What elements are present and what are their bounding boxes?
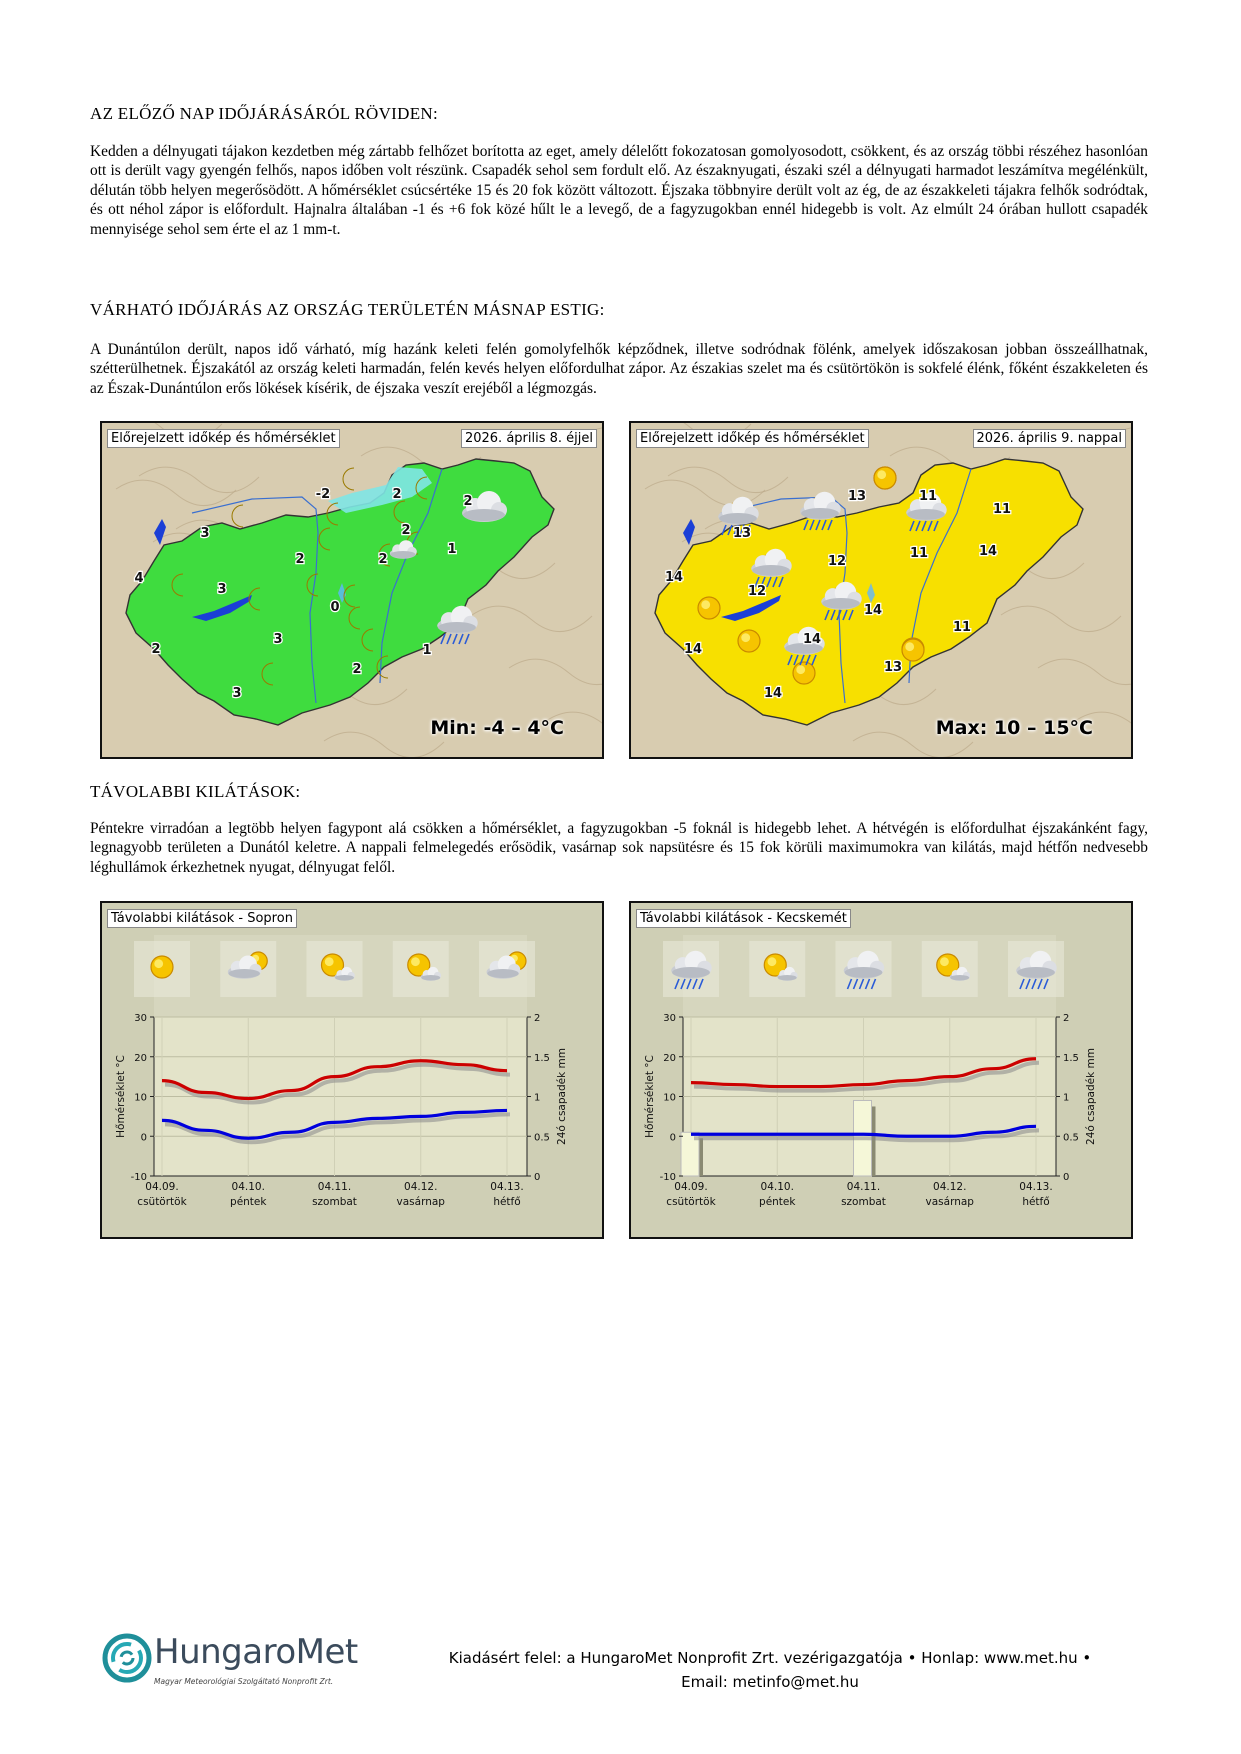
y2-tick-label: 0 [1063,1172,1070,1183]
map-temp-label: 14 [802,632,822,647]
map-temp-label: 12 [827,554,847,569]
y2-tick-label: 2 [534,1013,541,1024]
chart-kecskemet-title: Távolabbi kilátások - Kecskemét [636,909,851,928]
sun-icon [902,639,924,661]
y-tick-label: 10 [134,1092,147,1104]
map-temp-label: 14 [763,686,783,701]
map-temp-label: 1 [422,643,432,658]
y2-tick-label: 1 [534,1092,541,1104]
section-title-outlook: TÁVOLABBI KILÁTÁSOK: [90,782,301,801]
logo-swirl-icon [102,1630,152,1690]
x-date-label: 04.10. [231,1181,265,1193]
previous-day-paragraph: Kedden a délnyugati tájakon kezdetben még zártabb felhőzet borította az eget, amely délelőtt fokozatosan gomolyosodott, csökkent, és az ország többi részéhez hasonlóan ott is derült vagy gyengén felhős, napos időben volt részünk. Csapadék sehol sem fordult elő. Az északnyugati, északi szél a délnyugati harmadot leszámítva megélénkült, délután több helyen megerősödött. A hőmérséklet csúcsértéke 15 és 20 fok között változott. Éjszaka többnyire derült volt az ég, de az északkeleti tájakra felhők sodródtak, és ott néhol zápor is előfordult. Hajnalra általában -1 és +6 fok közé hűlt le a levegő, de a fagyzugokban ennél hidegebb is volt. Az elmúlt 24 órában hullott csapadék mennyisége sehol sem érte el az 1 mm-t. [90,143,1148,238]
y2-axis-label: 24ó csapadék mm [1085,1048,1097,1145]
forecast-map-night [100,421,604,759]
map-temp-label: 2 [401,523,411,538]
sun-icon [151,956,173,978]
map-temp-label: 3 [273,632,283,647]
map-day-max: Max: 10 – 15°C [935,717,1093,739]
x-day-label: péntek [230,1196,267,1208]
outlook-chart-sopron [100,901,604,1239]
map-temp-label: 11 [952,620,972,635]
x-day-label: vasárnap [396,1196,445,1208]
y-axis-label: Hőmérséklet °C [644,1055,656,1138]
outlook-chart-kecskemet [629,901,1133,1239]
x-date-label: 04.13. [1019,1181,1053,1193]
x-date-label: 04.12. [933,1181,967,1193]
x-day-label: hétfő [1022,1196,1050,1208]
y-tick-label: -10 [659,1172,676,1183]
y-tick-label: 10 [663,1092,676,1104]
x-day-label: vasárnap [925,1196,974,1208]
map-temp-label: 0 [330,600,340,615]
x-day-label: szombat [312,1196,357,1208]
y2-tick-label: 0.5 [534,1132,550,1144]
forecast-paragraph: A Dunántúlon derült, napos idő várható, míg hazánk keleti felén gomolyfelhők képződnek, illetve sodródnak fölénk, amelyek időszakosan jobban összeállhatnak, szétterülhetnek. Éjszakától az ország keleti harmadán, felén kevés helyen előfordulhat zápor. Az északias szelet ma és csütörtökön is sokfelé élénk, főként északkeleten és az Észak-Dunántúlon erős lökések kísérik, de éjszaka veszít erejéből a légmozgás. [90,341,1148,397]
map-day-svg [631,423,1133,759]
map-night-svg [102,423,604,759]
map-day-date: 2026. április 9. nappal [973,429,1126,448]
footer-line-2: Email: metinfo@met.hu [681,1673,859,1691]
y-tick-label: 20 [663,1052,676,1064]
logo-subtitle: Magyar Meteorológiai Szolgáltató Nonprofit Zrt. [154,1677,334,1686]
y-axis-label: Hőmérséklet °C [115,1055,127,1138]
map-temp-label: 14 [664,570,684,585]
y-tick-label: 30 [134,1013,147,1024]
y-tick-label: 0 [669,1132,676,1144]
map-temp-label: 14 [863,603,883,618]
x-day-label: szombat [841,1196,886,1208]
section-title-previous-day: AZ ELŐZŐ NAP IDŐJÁRÁSÁRÓL RÖVIDEN: [90,104,438,123]
map-temp-label: 13 [883,660,903,675]
y2-tick-label: 1.5 [1063,1052,1079,1064]
y2-tick-label: 1 [1063,1092,1070,1104]
x-date-label: 04.13. [490,1181,524,1193]
x-day-label: hétfő [493,1196,521,1208]
map-temp-label: 14 [978,544,998,559]
map-temp-label: 1 [447,542,457,557]
footer-info [400,1646,1140,1694]
x-day-label: csütörtök [666,1196,716,1208]
sun-icon [738,630,760,652]
map-temp-label: 3 [200,526,210,541]
x-date-label: 04.12. [404,1181,438,1193]
forecast-map-day [629,421,1133,759]
map-temp-label: 3 [232,686,242,701]
x-date-label: 04.09. [145,1181,179,1193]
map-temp-label: 12 [747,584,767,599]
footer-line-1: Kiadásért felel: a HungaroMet Nonprofit Zrt. vezérigazgatója • Honlap: www.met.hu • [448,1649,1092,1667]
y2-tick-label: 1.5 [534,1052,550,1064]
logo-name: HungaroMet [154,1632,358,1672]
y2-axis-label: 24ó csapadék mm [556,1048,568,1145]
sun-icon [793,662,815,684]
y2-tick-label: 0 [534,1172,541,1183]
x-date-label: 04.11. [317,1181,352,1193]
sun-icon [874,467,896,489]
map-night-label: Előrejelzett időkép és hőmérséklet [107,429,340,448]
x-day-label: csütörtök [137,1196,187,1208]
map-day-label: Előrejelzett időkép és hőmérséklet [636,429,869,448]
map-temp-label: 2 [151,642,161,657]
x-day-label: péntek [759,1196,796,1208]
map-temp-label: 11 [992,502,1012,517]
map-temp-label: 3 [217,582,227,597]
hungaromet-logo [102,1628,362,1702]
map-temp-label: 2 [295,552,305,567]
map-temp-label: 2 [352,662,362,677]
y-tick-label: 30 [663,1013,676,1024]
map-temp-label: 2 [378,552,388,567]
map-night-min: Min: -4 – 4°C [430,717,564,739]
outlook-paragraph: Péntekre virradóan a legtöbb helyen fagypont alá csökken a hőmérséklet, a fagyzugokban -5 foknál is hidegebb lehet. A hétvégén is előfordulhat éjszakánként fagy, legnagyobb területen a Dunától keletre. A nappali felmelegedés erősödik, vasárnap sok napsütésre és 15 fok körüli maximumokra van kilátás, majd hétfőn nedvesebb léghullámok érkezhetnek nyugat, délnyugat felől. [90,820,1148,876]
x-date-label: 04.11. [846,1181,881,1193]
map-temp-label: 4 [134,571,144,586]
map-temp-label: 2 [392,487,402,502]
map-temp-label: 13 [732,526,752,541]
map-night-date: 2026. április 8. éjjel [461,429,597,448]
chart-sopron-svg [102,903,604,1239]
map-temp-label: 13 [847,489,867,504]
y-tick-label: -10 [130,1172,147,1183]
map-temp-label: 14 [683,642,703,657]
y2-tick-label: 2 [1063,1013,1070,1024]
chart-sopron-title: Távolabbi kilátások - Sopron [107,909,297,928]
map-temp-label: -2 [315,487,331,502]
map-temp-label: 11 [909,546,929,561]
chart-kecskemet-svg [631,903,1133,1239]
y2-tick-label: 0.5 [1063,1132,1079,1144]
section-title-forecast: VÁRHATÓ IDŐJÁRÁS AZ ORSZÁG TERÜLETÉN MÁSNAP ESTIG: [90,300,605,319]
map-temp-label: 11 [918,489,938,504]
sun-icon [698,597,720,619]
x-date-label: 04.09. [674,1181,708,1193]
y-tick-label: 0 [140,1132,147,1144]
x-date-label: 04.10. [760,1181,794,1193]
map-temp-label: 2 [463,494,473,509]
y-tick-label: 20 [134,1052,147,1064]
